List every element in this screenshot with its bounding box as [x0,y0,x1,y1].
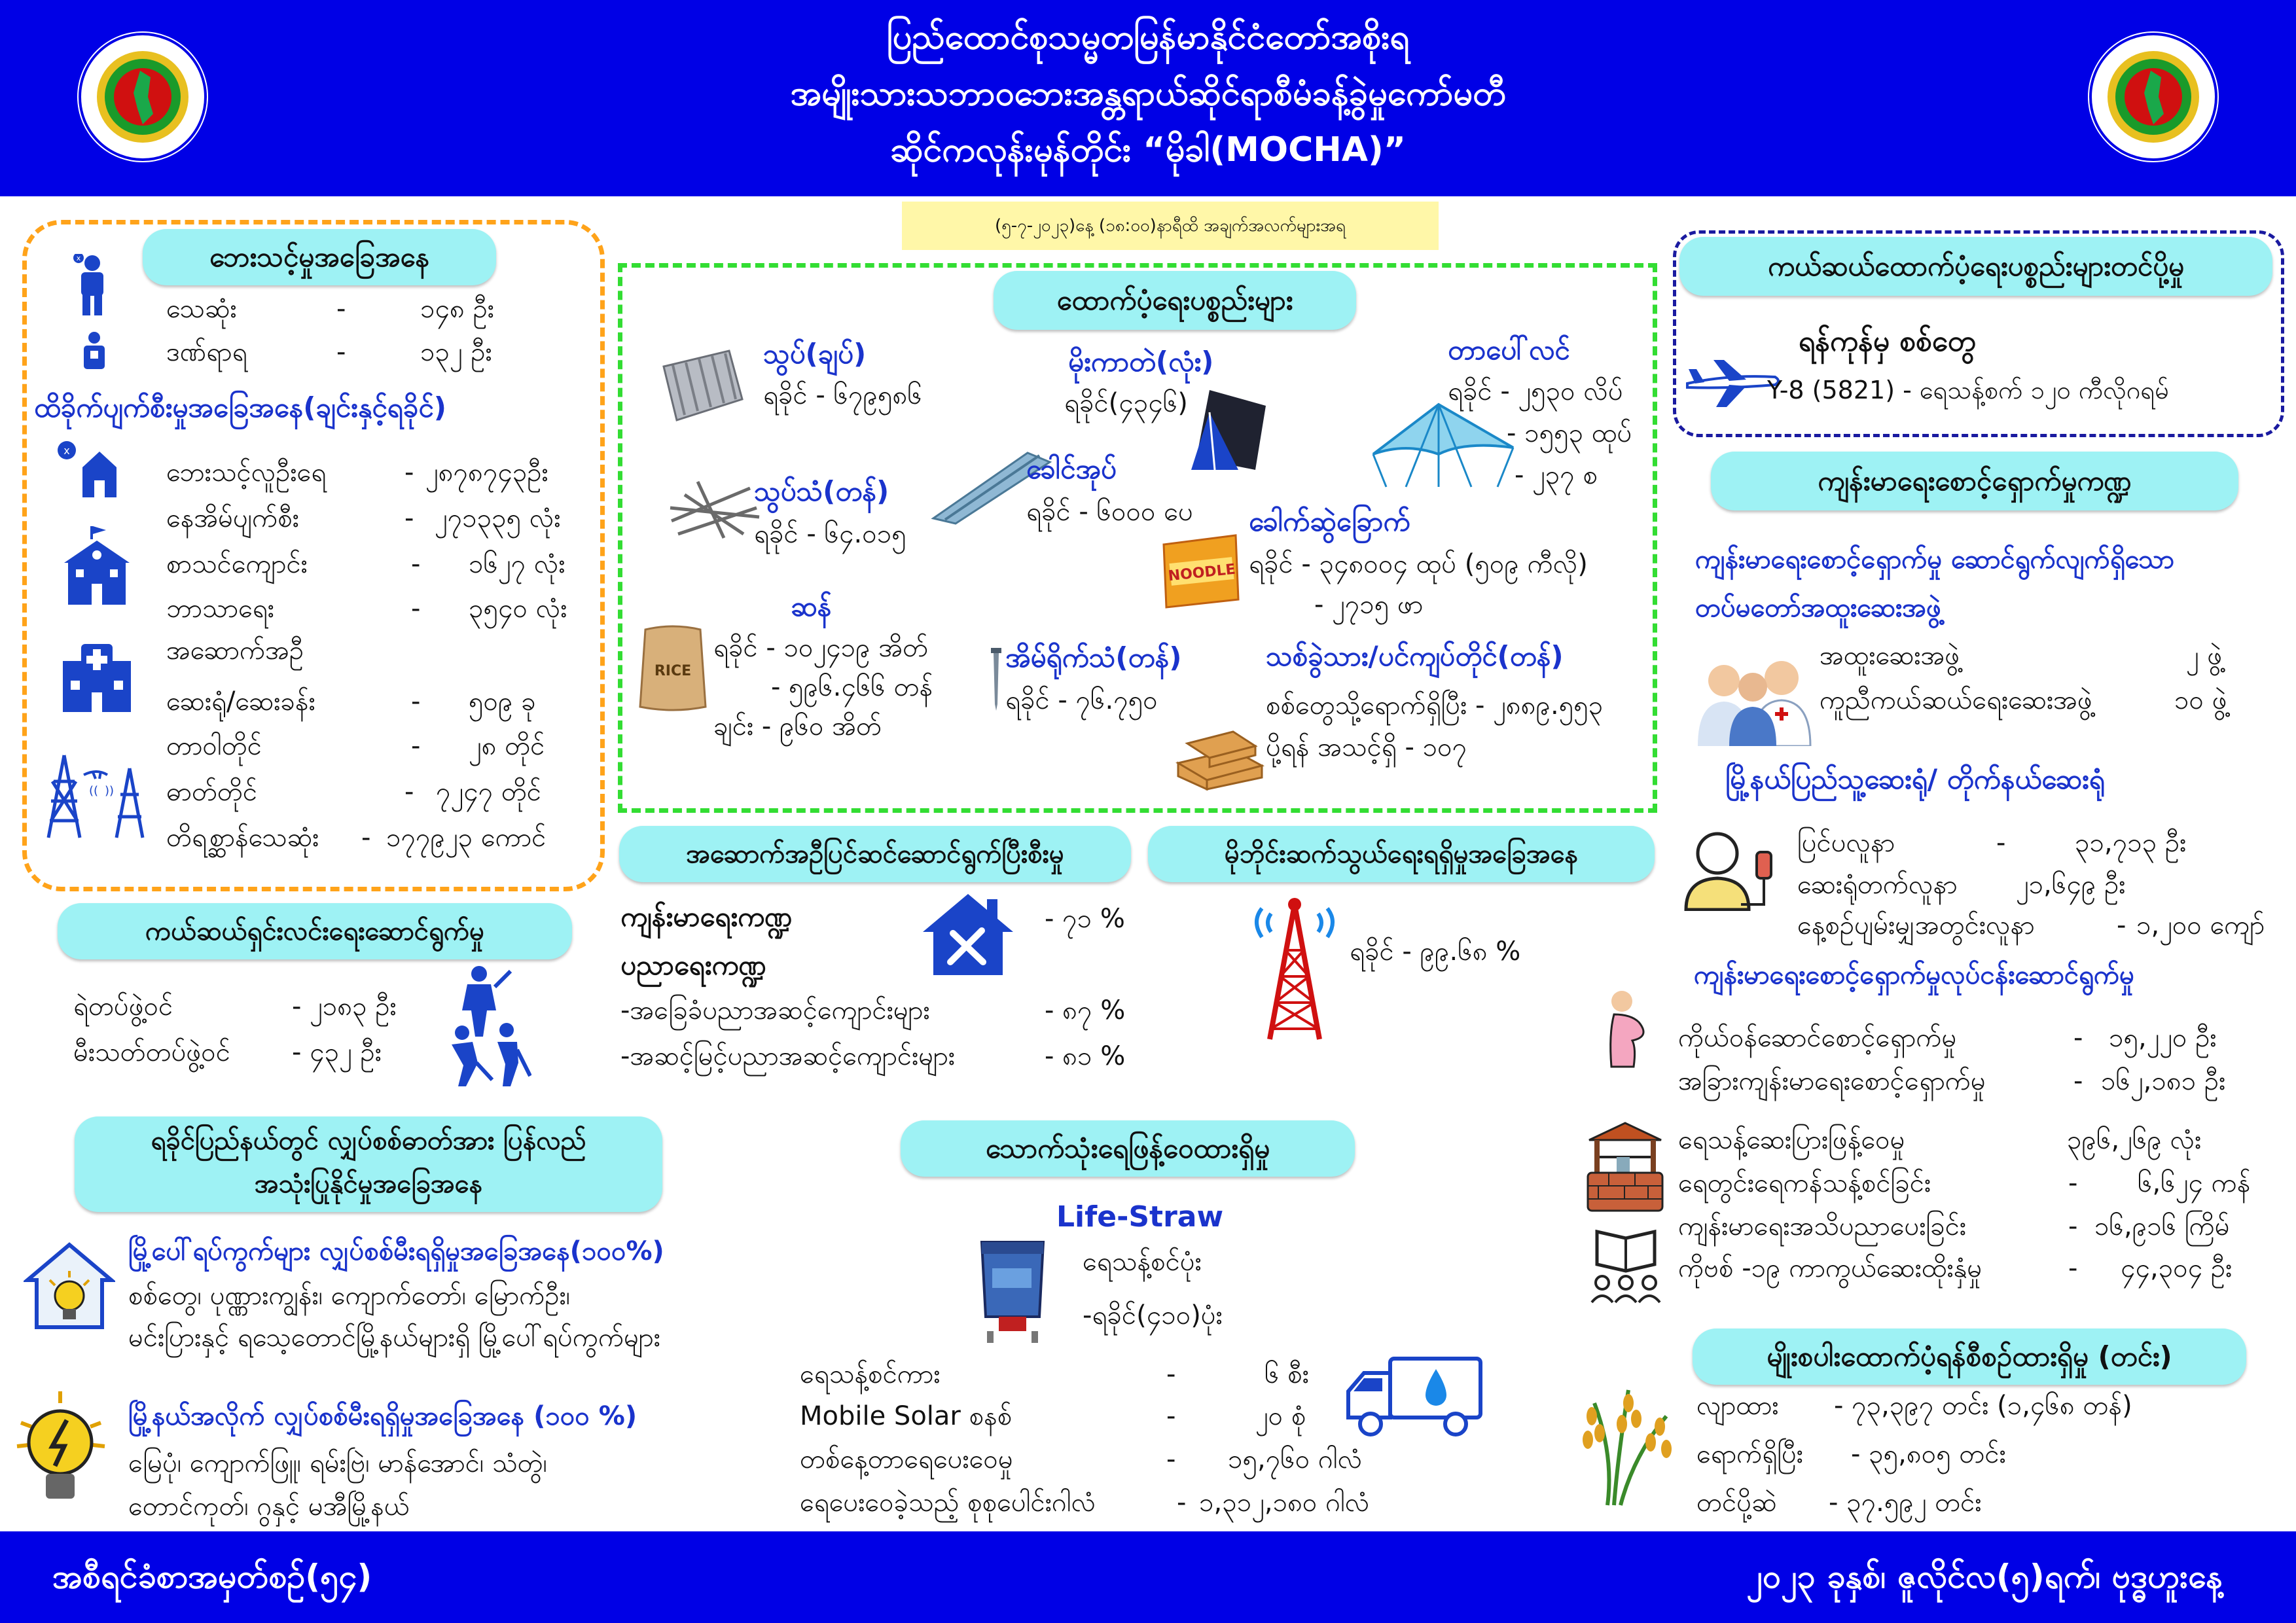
footer-bar [0,1531,2296,1623]
seed-row-2-label: တင်ပို့ဆဲ [1696,1488,1777,1518]
dash: - [1996,828,2006,858]
damage-row-0-label: ဘေးသင့်လူဦးရေ [166,457,327,488]
svg-text:((: (( [89,784,99,798]
dash: - [2073,1066,2083,1096]
seed-row-0-value: - ၇၃,၃၉၇ တင်း (၁,၄၆၈ တန်) [1834,1391,2132,1421]
dash: - [404,503,414,533]
water-row-0-label: ရေသန့်စင်ကား [800,1359,941,1389]
svg-text:)): )) [105,784,115,798]
water-row-3-value: ၁,၃၁၂,၁၈၀ ဂါလံ [1199,1488,1370,1518]
damage-row-1-label: နေအိမ်ပျက်စီး [166,503,299,533]
light-bulb-icon [12,1387,110,1503]
dash: - [2068,1168,2078,1198]
building-title: အဆောက်အဦပြင်ဆင်ဆောင်ရွက်ပြီးစီးမှု [619,826,1131,882]
dash: - [2068,1211,2078,1241]
injured-person-icon [76,331,113,370]
disaster-title: ဘေးသင့်မှုအခြေအနေ [143,229,496,285]
item-noodle-name: ခေါက်ဆွဲခြောက် [1249,505,1410,537]
power-block2-heading: မြို့နယ်အလိုက် လျှပ်စစ်မီးရရှိမှုအခြေအနေ (၁၀၀ %) [128,1401,637,1431]
water-row-2-label: တစ်နေ့တာရေပေးဝေမှု [800,1444,1013,1474]
medical-team-icon [1685,648,1822,746]
dash: - [1166,1359,1176,1389]
dash: - [411,687,421,717]
hospital-row-1-label: ဆေးရုံတက်လူနာ [1797,870,1958,900]
water-row-1-value: ၂၀ စုံ [1255,1401,1306,1431]
cleanup-row-0-value: - ၂၁၈၃ ဦး [292,991,397,1022]
power-title [75,1116,662,1212]
service-row-3-value: ၆,၆၂၄ ကန် [2138,1168,2251,1198]
water-brand: Life-Straw [1056,1200,1224,1234]
dash: - [404,777,414,807]
cleanup-row-0-label: ရဲတပ်ဖွဲ့ဝင် [73,991,173,1022]
power-block2-line-0: မြေပုံ၊ ကျောက်ဖြူ၊ ရမ်းဗြဲ၊ မာန်အောင်၊ သံတွဲ၊ [128,1448,547,1478]
water-row-0-value: ၆ စီး [1265,1359,1309,1389]
power-tower-icon [45,749,156,840]
repair-house-icon [919,890,1017,978]
svg-text:x: x [76,254,81,262]
damage-row-7-value: ၇၂၄၇ တိုင် [436,777,541,807]
rice-sack-icon [636,623,709,713]
title-line-1: ပြည်ထောင်စုသမ္မတမြန်မာနိုင်ငံတော်အစိုးရ [886,18,1410,57]
dash: - [404,457,414,488]
damage-row-2-value: ၁၆၂၇ လုံး [469,549,565,579]
rice-plant-icon [1568,1377,1686,1508]
power-block1-line-1: မင်းပြားနှင့် ရသေ့တောင်မြို့နယ်များရှိ မြို့ပေါ်ရပ်ကွက်များ [128,1323,660,1353]
dash: - [2073,1023,2083,1053]
damage-row-8-value: ၁၇၇၉၂၃ ကောင် [386,823,547,853]
dash: - [411,594,421,624]
service-row-5-label: ကိုဗစ် -၁၉ ကာကွယ်ဆေးထိုးနှံမှု [1678,1253,1982,1283]
school-icon [58,524,136,609]
dash: - [336,337,346,367]
building-row-0-label: ကျန်းမာရေးကဏ္ဍ [620,901,793,933]
damage-row-8-label: တိရစ္ဆာန်သေဆုံး [166,823,319,853]
item-rice-line-0: ရခိုင် - ၁၀၂၄၁၉ အိတ် [713,633,929,663]
dash: - [1166,1401,1176,1431]
seed-row-0-label: လျာထား [1696,1391,1779,1421]
damage-row-1-value: ၂၇၁၃၃၅ လုံး [435,503,561,533]
date-note: (၅-၇-၂၀၂၃)နေ့ (၁၈:၀၀)နာရီထိ အချက်အလက်များအရ [902,202,1439,250]
item-tent-name: မိုးကာတဲ(လုံး) [1068,346,1214,378]
power-block2-line-1: တောင်ကုတ်၊ ဂွနှင့် မအီမြို့နယ် [128,1491,410,1522]
power-block1-heading: မြို့ပေါ်ရပ်ကွက်များ လျှပ်စစ်မီးရရှိမှုအခြေအနေ(၁၀၀%) [128,1236,664,1266]
health-team-heading: ကျန်းမာရေးစောင့်ရှောက်မှု ဆောင်ရွက်လျက်ရှိသော တပ်မတော်အထူးဆေးအဖွဲ့ [1695,544,2174,623]
title-line-3: ဆိုင်ကလုန်းမုန်တိုင်း “မိုခါ(MOCHA)” [890,130,1406,169]
power-title-line-1: ရခိုင်ပြည်နယ်တွင် လျှပ်စစ်ဓာတ်အား ပြန်လည် [151,1126,586,1156]
service-row-0-value: ၁၅,၂၂၀ ဦး [2109,1023,2217,1053]
svg-text:x: x [63,444,70,457]
mobile-value: ရခိုင် - ၉၉.၆၈ % [1350,936,1521,967]
item-rice-line-2: ချင်း - ၉၆၀ အိတ် [713,711,882,741]
building-row-2-value: - ၈၇ % [1045,995,1126,1026]
house-nail-icon [990,648,1003,711]
tarpaulin-icon [1367,395,1517,493]
cleanup-row-1-value: - ၄၃၂ ဦး [292,1037,382,1067]
damage-row-4-label: အဆောက်အဦ [166,635,304,666]
patient-icon [1681,826,1779,911]
service-row-4-label: ကျန်းမာရေးအသိပညာပေးခြင်း [1678,1211,1967,1241]
water-truck-icon [1344,1349,1488,1441]
damage-row-7-label: ဓာတ်တိုင် [166,777,258,807]
item-zinc-nail-line: ရခိုင် - ၆၄.၀၁၅ [754,519,906,549]
transport-detail: Y-8 (5821) - ရေသန့်စက် ၁၂၀ ကီလိုဂရမ် [1767,376,2169,404]
item-timber-line-0: စစ်တွေသို့ရောက်ရှိပြီး - ၂၈၈၉.၅၅၃ [1266,690,1604,721]
zinc-sheet-icon [657,347,745,425]
item-rice-name: ဆန် [791,590,832,622]
transport-title: ကယ်ဆယ်ထောက်ပံ့ရေးပစ္စည်းများတင်ပို့မှု [1679,237,2272,296]
dash: - [2068,1253,2078,1283]
item-tarpaulin-name: တာပေါ်လင် [1448,334,1570,366]
emblem-right-icon [2088,31,2219,162]
seed-row-1-label: ရောက်ရှိပြီး [1696,1439,1803,1469]
building-row-2-label: -အခြေခံပညာအဆင့်ကျောင်းများ [620,995,930,1026]
dash: - [1166,1444,1176,1474]
noodle-package-icon [1157,531,1242,610]
hospital-row-1-value: ၂၁,၆၄၉ ဦး [2016,870,2126,900]
dash: - [411,549,421,579]
casualty-person-icon [69,254,115,317]
lit-house-icon [24,1241,115,1332]
health-service-heading: ကျန်းမာရေးစောင့်ရှောက်မှုလုပ်ငန်းဆောင်ရွက်မှု [1694,960,2135,990]
disaster-row-0-label: သေဆုံး [166,294,237,324]
report-date: ၂၀၂၃ ခုနှစ်၊ ဇူလိုင်လ(၅)ရက်၊ ဗုဒ္ဓဟူးနေ့ [1746,1558,2223,1596]
health-team-0-label: အထူးဆေးအဖွဲ့ [1820,641,1960,671]
mobile-title: မိုဘိုင်းဆက်သွယ်ရေးရရှိမှုအခြေအနေ [1148,826,1655,882]
water-filter-bucket-icon [973,1236,1052,1343]
item-noodle-line-1: - ၂၇၁၅ ဖာ [1314,590,1424,620]
disaster-row-1-label: ဒဏ်ရာရ [166,337,247,367]
service-row-4-value: ၁၆,၉၁၆ ကြိမ် [2094,1211,2230,1241]
item-zinc-nail-name: သွပ်သံ(တန်) [754,475,889,507]
dash: - [2117,910,2126,940]
damage-row-3-label: ဘာသာရေး [166,594,274,624]
dash: - [1177,1488,1187,1518]
seed-row-1-value: - ၃၅,၈၀၅ တင်း [1851,1439,2006,1469]
service-row-1-label: အခြားကျန်းမာရေးစောင့်ရှောက်မှု [1678,1066,1986,1096]
water-row-1-label: Mobile Solar စနစ် [800,1401,1013,1431]
item-ridge-cap-name: ခေါင်အုပ် [1026,453,1117,485]
water-row-3-label: ရေပေးဝေခဲ့သည့် စုစုပေါင်းဂါလံ [800,1488,1096,1518]
cleanup-title: ကယ်ဆယ်ရှင်းလင်းရေးဆောင်ရွက်မှု [58,903,572,959]
item-house-nail-name: အိမ်ရိုက်သံ(တန်) [1005,641,1182,673]
building-row-3-value: - ၈၁ % [1045,1041,1126,1071]
tent-icon [1183,386,1268,473]
water-title: သောက်သုံးရေဖြန့်ဝေထားရှိမှု [901,1120,1355,1177]
building-row-3-label: -အဆင့်မြင့်ပညာအဆင့်ကျောင်းများ [620,1041,956,1071]
health-education-icon [1587,1225,1665,1304]
damage-row-5-value: ၅၀၉ ခု [469,687,536,717]
emblem-left-icon [77,31,208,162]
report-number: အစီရင်ခံစာအမှတ်စဉ်(၅၄) [52,1558,372,1596]
damage-row-6-value: ၂၈ တိုင် [469,731,545,761]
dash: - [361,823,371,853]
water-line-0: ရေသန့်စင်ပုံး [1083,1247,1202,1277]
power-title-line-2: အသုံးပြုနိုင်မှုအခြေအနေ [254,1169,483,1199]
service-row-2-label: ရေသန့်ဆေးပြားဖြန့်ဝေမှု [1678,1125,1905,1155]
house-icon [54,438,126,501]
service-row-3-label: ရေတွင်းရေကန်သန့်စင်ခြင်း [1678,1168,1931,1198]
item-tarpaulin-line-0: ရခိုင် - ၂၅၃၀ လိပ် [1448,376,1623,406]
hospital-row-0-label: ပြင်ပလူနာ [1797,828,1895,858]
seed-row-2-value: - ၃၇.၅၉၂ တင်း [1829,1488,1982,1518]
service-row-1-value: ၁၆၂,၁၈၁ ဦး [2101,1066,2226,1096]
item-rice-line-1: - ၅၉၆.၄၆၆ တန် [771,672,933,702]
health-title: ကျန်းမာရေးစောင့်ရှောက်မှုကဏ္ဍ [1711,452,2238,510]
transport-route: ရန်ကုန်မှ စစ်တွေ [1799,325,1976,358]
building-row-0-value: - ၇၁ % [1045,904,1125,934]
item-timber-name: သစ်ခွဲသား/ပင်ကျပ်တိုင်(တန်) [1266,640,1564,672]
svg-text:NOODLE: NOODLE [1167,561,1236,585]
damage-row-3-value: ၃၅၄၀ လုံး [469,594,567,624]
disaster-row-0-value: ၁၄၈ ဦး [420,294,494,324]
item-noodle-line-0: ရခိုင် - ၃၄၈၀၀၄ ထုပ် (၅၀၉ ကီလို) [1249,549,1588,579]
cleanup-workers-icon [440,965,531,1086]
dash: - [336,294,346,324]
hospital-row-2-label: နေ့စဉ်ပျမ်းမျှအတွင်းလူနာ [1797,910,2035,940]
svg-text:RICE: RICE [654,663,692,679]
damage-row-0-value: ၂၈၇၈၇၄၃ဦး [425,457,548,488]
item-tarpaulin-line-1: - ၁၅၅၃ ထုပ် [1507,418,1632,448]
health-hospital-heading: မြို့နယ်ပြည်သူ့ဆေးရုံ/ တိုက်နယ်ဆေးရုံ [1725,763,2105,795]
water-line-1: -ရခိုင်(၄၁၀)ပုံး [1083,1300,1223,1330]
disaster-row-1-value: ၁၃၂ ဦး [420,337,492,367]
water-row-2-value: ၁၅,၇၆၀ ဂါလံ [1228,1444,1363,1474]
item-house-nail-line: ရခိုင် - ၇၆.၇၅၀ [1005,685,1158,715]
item-zinc-sheet-name: သွပ်(ချပ်) [763,338,867,370]
item-tent-line: ရခိုင်(၄၃၄၆) [1064,388,1188,418]
page-title [262,9,2034,178]
hospital-icon [58,641,136,713]
hospital-row-0-value: ၃၁,၇၁၃ ဦး [2075,828,2187,858]
mobile-tower-icon [1242,891,1347,1042]
service-row-2-value: ၃၉၆,၂၆၉ လုံး [2067,1125,2202,1155]
item-tarpaulin-line-2: - ၂၃၇ စ [1515,460,1598,490]
water-well-icon [1583,1120,1668,1212]
timber-icon [1174,717,1266,791]
pregnant-woman-icon [1596,988,1655,1068]
item-zinc-sheet-line: ရခိုင် - ၆၇၉၅၈၆ [763,380,922,410]
item-timber-line-1: ပို့ရန် အသင့်ရှိ - ၁၀၇ [1266,732,1467,762]
health-team-1-value: ၁၀ ဖွဲ့ [2174,685,2227,715]
damage-row-2-label: စာသင်ကျောင်း [166,549,308,579]
hospital-row-2-value: ၁,၂၀၀ ကျော် [2136,910,2265,940]
service-row-0-label: ကိုယ်ဝန်ဆောင်စောင့်ရှောက်မှု [1678,1023,1957,1053]
damage-row-6-label: တာဝါတိုင် [166,731,262,761]
damage-title: ထိခိုက်ပျက်စီးမှုအခြေအနေ(ချင်းနှင့်ရခိုင်) [34,391,446,423]
health-team-0-value: ၂ ဖွဲ့ [2186,641,2223,671]
item-ridge-cap-line: ရခိုင် - ၆၀၀၀ ပေ [1026,497,1193,527]
cleanup-row-1-label: မီးသတ်တပ်ဖွဲ့ဝင် [73,1037,230,1067]
service-row-5-value: ၄၄,၃၀၄ ဦး [2121,1253,2233,1283]
dash: - [411,731,421,761]
title-line-2: အမျိုးသားသဘာဝဘေးအန္တရာယ်ဆိုင်ရာစီမံခန့်ခွဲမှုကော်မတီ [790,74,1506,113]
damage-row-5-label: ဆေးရုံ/ဆေးခန်း [166,687,315,717]
seed-title: မျိုးစပါးထောက်ပံ့ရန်စီစဉ်ထားရှိမှု (တင်း) [1693,1329,2246,1385]
relief-goods-title: ထောက်ပံ့ရေးပစ္စည်းများ [994,271,1356,330]
power-block1-line-0: စစ်တွေ၊ ပုဏ္ဏားကျွန်း၊ ကျောက်တော်၊ မြောက်ဦး၊ [128,1281,571,1311]
health-team-1-label: ကူညီကယ်ဆယ်ရေးဆေးအဖွဲ့ [1820,685,2092,715]
nails-icon [665,475,763,541]
building-row-1-label: ပညာရေးကဏ္ဍ [620,949,766,981]
